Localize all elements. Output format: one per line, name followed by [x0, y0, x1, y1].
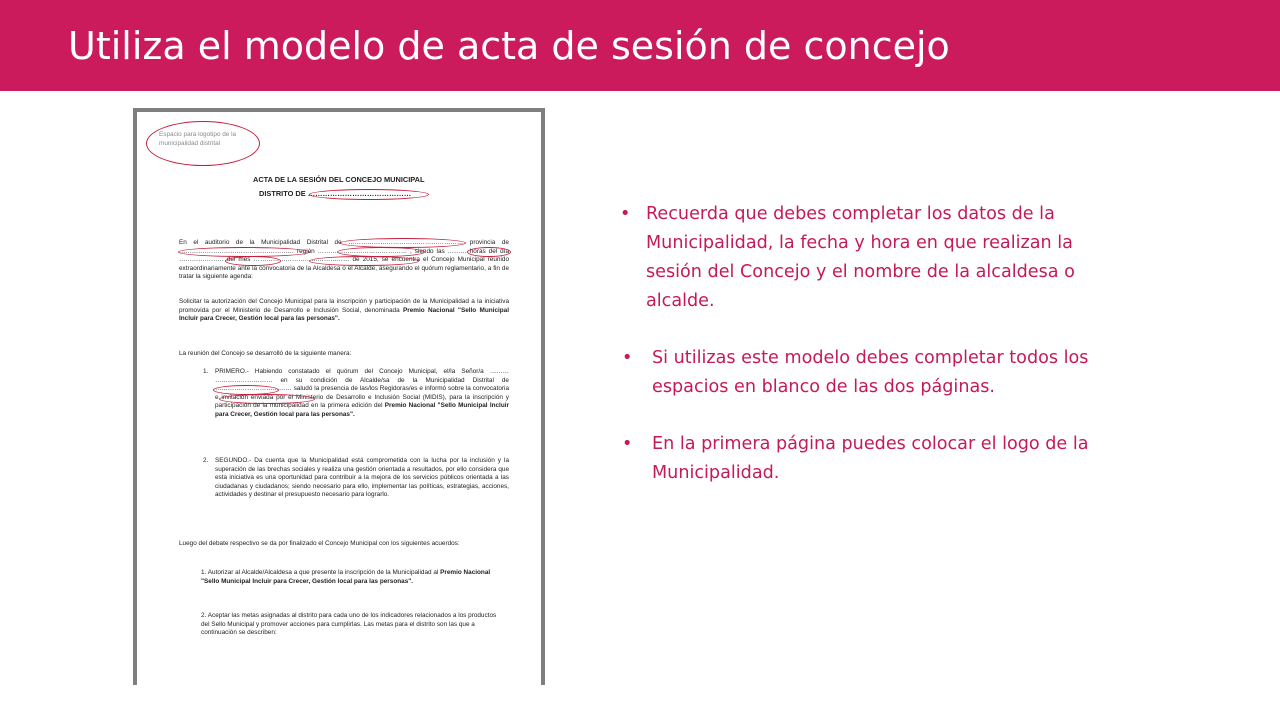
bullet-dot-icon: • [622, 348, 633, 368]
slide-title: Utiliza el modelo de acta de sesión de concejo [68, 24, 950, 68]
bullet-dot-icon: • [620, 204, 631, 224]
bullet-text: Recuerda que debes completar los datos de la Municipalidad, la fecha y hora en que realizan la sesión del Concejo y el nombre de la alcaldesa o alcalde. [646, 204, 1075, 311]
document-subheading: DISTRITO DE …………………………………… [259, 189, 412, 198]
agreement-second: 2. Aceptar las metas asignadas al distrito para cada uno de los indicadores relacionados a los productos del Sello Municipal y promover acciones para cumplirlas. Las metas para el distrito son las que a continuación se describen: [201, 612, 497, 636]
agreement-first: 1. Autorizar al Alcalde/Alcaldesa a que presente la inscripción de la Municipalidad al Premio Nacional "Sello Municipal Incluir para Crecer, Gestión local para las personas". [201, 569, 491, 585]
document-heading: ACTA DE LA SESIÓN DEL CONCEJO MUNICIPAL [253, 175, 425, 184]
item-number: 2. [203, 457, 209, 464]
blank-highlight-oval [467, 247, 511, 257]
bullet-text: En la primera página puedes colocar el logo de la Municipalidad. [652, 434, 1089, 483]
logo-placeholder: Espacio para logotipo de la municipalidad distrital [159, 131, 237, 147]
title-bar [0, 0, 1280, 91]
blank-highlight-oval [309, 256, 419, 266]
document-body [137, 112, 541, 685]
agenda-paragraph: Solicitar la autorización del Concejo Municipal para la inscripción y participación de la Municipalidad a la iniciativa promovida por el Ministerio de Desarrollo e Inclusión Social, denominada Premio Nacional "Sello Municipal Incluir para Crecer, Gestión local para las personas". [179, 298, 510, 322]
blank-highlight-oval [309, 189, 429, 200]
item-second: SEGUNDO.- Da cuenta que la Municipalidad está comprometida con la lucha por la inclusión y la superación de las brechas sociales y realiza una gestión orientada a resultados, por ello considera que esta iniciativa es una oportunidad para contribuir a la mejora de los servicios públicos orientada a las ciudadanas y ciudadanos; siendo necesario para ello, implementar las políticas, estrategias, acciones, actividades y destinar el presupuesto necesario para lograrlo. [215, 457, 509, 498]
document-thumbnail [133, 108, 545, 685]
item-number: 1. [203, 368, 209, 375]
development-line: La reunión del Concejo se desarrolló de la siguiente manera: [179, 350, 352, 357]
blank-highlight-oval [340, 238, 466, 248]
bullet-dot-icon: • [622, 434, 633, 454]
document-page [137, 112, 541, 685]
item-first: PRIMERO.- Habiendo constatado el quórum del Concejo Municipal, el/la Señor/a ……… ……………………… en su condición de Alcalde/sa de la Municipalidad Distrital de ……………………………… saludó la presencia de las/los Regidoras/es e informó sobre la convocatoria e invitación enviada por el Ministerio de Desarrollo e Inclusión Social (MIDIS), para la inscripción y participación de la municipalidad en la primera edición del Premio Nacional "Sello Municipal Incluir para Crecer, Gestión local para las personas". [215, 368, 509, 418]
debate-line: Luego del debate respectivo se da por finalizado el Concejo Municipal con los siguientes acuerdos: [179, 540, 460, 547]
blank-highlight-oval [225, 256, 281, 266]
bullet-text: Si utilizas este modelo debes completar todos los espacios en blanco de las dos páginas. [652, 348, 1089, 397]
intro-paragraph: En el auditorio de la Municipalidad Distrital de ……………………………………………… provincia de ……………………………………………… región …………………………………… , siendo las ……… horas del día ………………… del mes ……………………………………… de 2015, se encuentra el Concejo Municipal reunido extraordinariamente ante la convocatoria de la Alcaldesa o el Alcalde, asegurando el quórum reglamentario, a fin de tratar la siguiente agenda: [179, 239, 509, 280]
blank-highlight-oval [219, 394, 315, 404]
